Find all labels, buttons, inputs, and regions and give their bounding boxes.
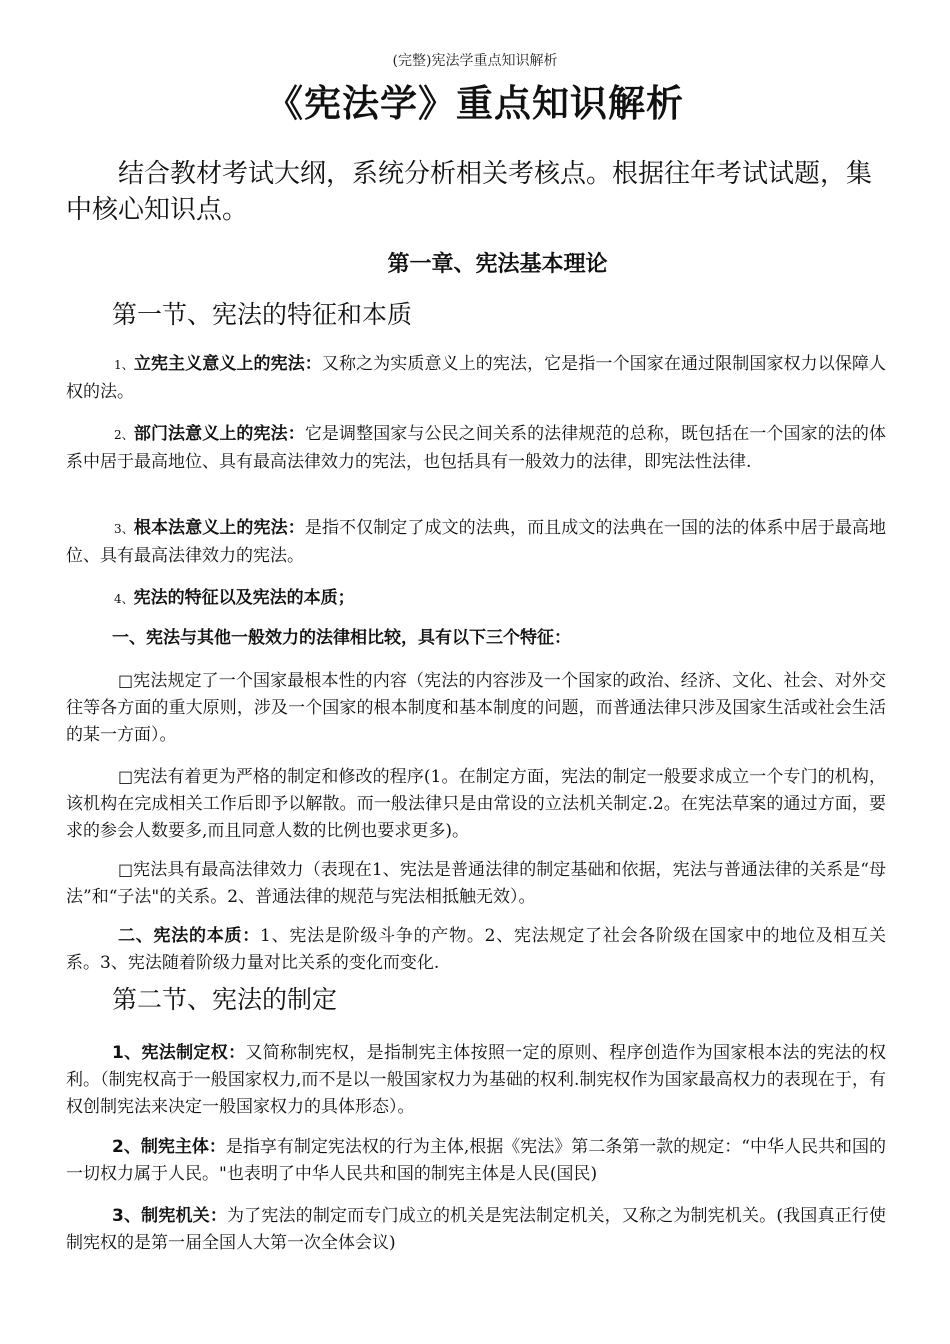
making-item-3 [66, 1203, 886, 1257]
checkbox-square-icon: □ [118, 671, 134, 690]
item-term: 部门法意义上的宪法： [133, 424, 305, 444]
section-heading-2: 第二节、宪法的制定 [112, 985, 338, 1014]
item-term: 1、宪法制定权： [112, 1043, 246, 1063]
item-term: 立宪主义意义上的宪法： [133, 354, 322, 374]
definition-item-2 [66, 421, 886, 476]
item-number: 1、 [114, 358, 134, 372]
essence-term: 二、宪法的本质： [118, 926, 261, 946]
item-text: 是指不仅制定了成文的法典，而且成文的法典在一国的法的体系中居于最高地位、具有最高法律效力的宪法。 [66, 518, 887, 566]
essence-text: 1、宪法是阶级斗争的产物。2、宪法规定了社会各阶级在国家中的地位及相互关系。3、宪法随着阶级力量对比关系的变化而变化. [66, 926, 887, 973]
making-item-2 [66, 1134, 886, 1188]
feature-text: 宪法有着更为严格的制定和修改的程序(1。在制定方面，宪法的制定一般要求成立一个专门的机构，该机构在完成相关工作后即予以解散。而一般法律只是由常设的立法机关制定.2。在宪法草案的通过方面，要求的参会人数要多,而且同意人数的比例也要求更多)。 [66, 767, 886, 841]
item-number: 2、 [114, 428, 134, 442]
item-term: 宪法的特征以及宪法的本质； [133, 588, 355, 608]
checkbox-square-icon: □ [118, 860, 134, 879]
feature-item-1 [66, 667, 886, 749]
definition-item-1 [66, 351, 886, 406]
feature-item-2 [66, 763, 886, 845]
running-head: (完整)宪法学重点知识解析 [392, 53, 558, 69]
item-text: 又称之为实质意义上的宪法，它是指一个国家在通过限制国家权力以保障人权的法。 [66, 354, 887, 402]
definition-item-4 [66, 585, 886, 613]
section-heading-1: 第一节、宪法的特征和本质 [112, 300, 413, 329]
checkbox-square-icon: □ [118, 767, 134, 786]
item-number: 3、 [114, 522, 134, 536]
feature-item-3 [66, 856, 886, 911]
item-text: 又简称制宪权，是指制宪主体按照一定的原则、程序创造作为国家根本法的宪法的权利。（制宪权高于一般国家权力,而不是以一般国家权力为基础的权利.制宪权作为国家最高权力的表现在于，有权创制宪法来决定一般国家权力的具体形态）。 [66, 1043, 886, 1117]
item-term: 根本法意义上的宪法： [133, 518, 305, 538]
essence-paragraph [66, 923, 886, 977]
definition-item-3 [66, 515, 886, 570]
item-number: 4、 [114, 592, 134, 606]
item-text: 是指享有制定宪法权的行为主体,根据《宪法》第二条第一款的规定：“中华人民共和国的一切权力属于人民。"也表明了中华人民共和国的制宪主体是人民(国民) [66, 1137, 886, 1184]
item-term: 2、制宪主体： [112, 1137, 226, 1157]
feature-text: 宪法具有最高法律效力（表现在1、宪法是普通法律的制定基础和依据，宪法与普通法律的关系是“母法”和“子法"的关系。2、普通法律的规范与宪法相抵触无效）。 [66, 860, 886, 907]
intro-paragraph: 结合教材考试大纲，系统分析相关考核点。根据往年考试试题，集中核心知识点。 [66, 159, 873, 225]
making-item-1 [66, 1040, 886, 1121]
chapter-heading: 第一章、宪法基本理论 [387, 252, 608, 277]
item-term: 3、制宪机关： [112, 1206, 227, 1226]
item-text: 为了宪法的制定而专门成立的机关是宪法制定机关，又称之为制宪机关。(我国真正行使制宪权的是第一届全国人大第一次全体会议) [66, 1206, 886, 1253]
features-heading: 一、宪法与其他一般效力的法律相比较，具有以下三个特征： [112, 628, 571, 648]
document-title: 《宪法学》重点知识解析 [266, 82, 684, 125]
feature-text: 宪法规定了一个国家最根本性的内容（宪法的内容涉及一个国家的政治、经济、文化、社会、对外交往等各方面的重大原则，涉及一个国家的根本制度和基本制度的问题，而普通法律只涉及国家生活或社会生活的某一方面）。 [66, 671, 886, 745]
item-text: 它是调整国家与公民之间关系的法律规范的总称，既包括在一个国家的法的体系中居于最高地位、具有最高法律效力的宪法，也包括具有一般效力的法律，即宪法性法律. [66, 424, 887, 472]
